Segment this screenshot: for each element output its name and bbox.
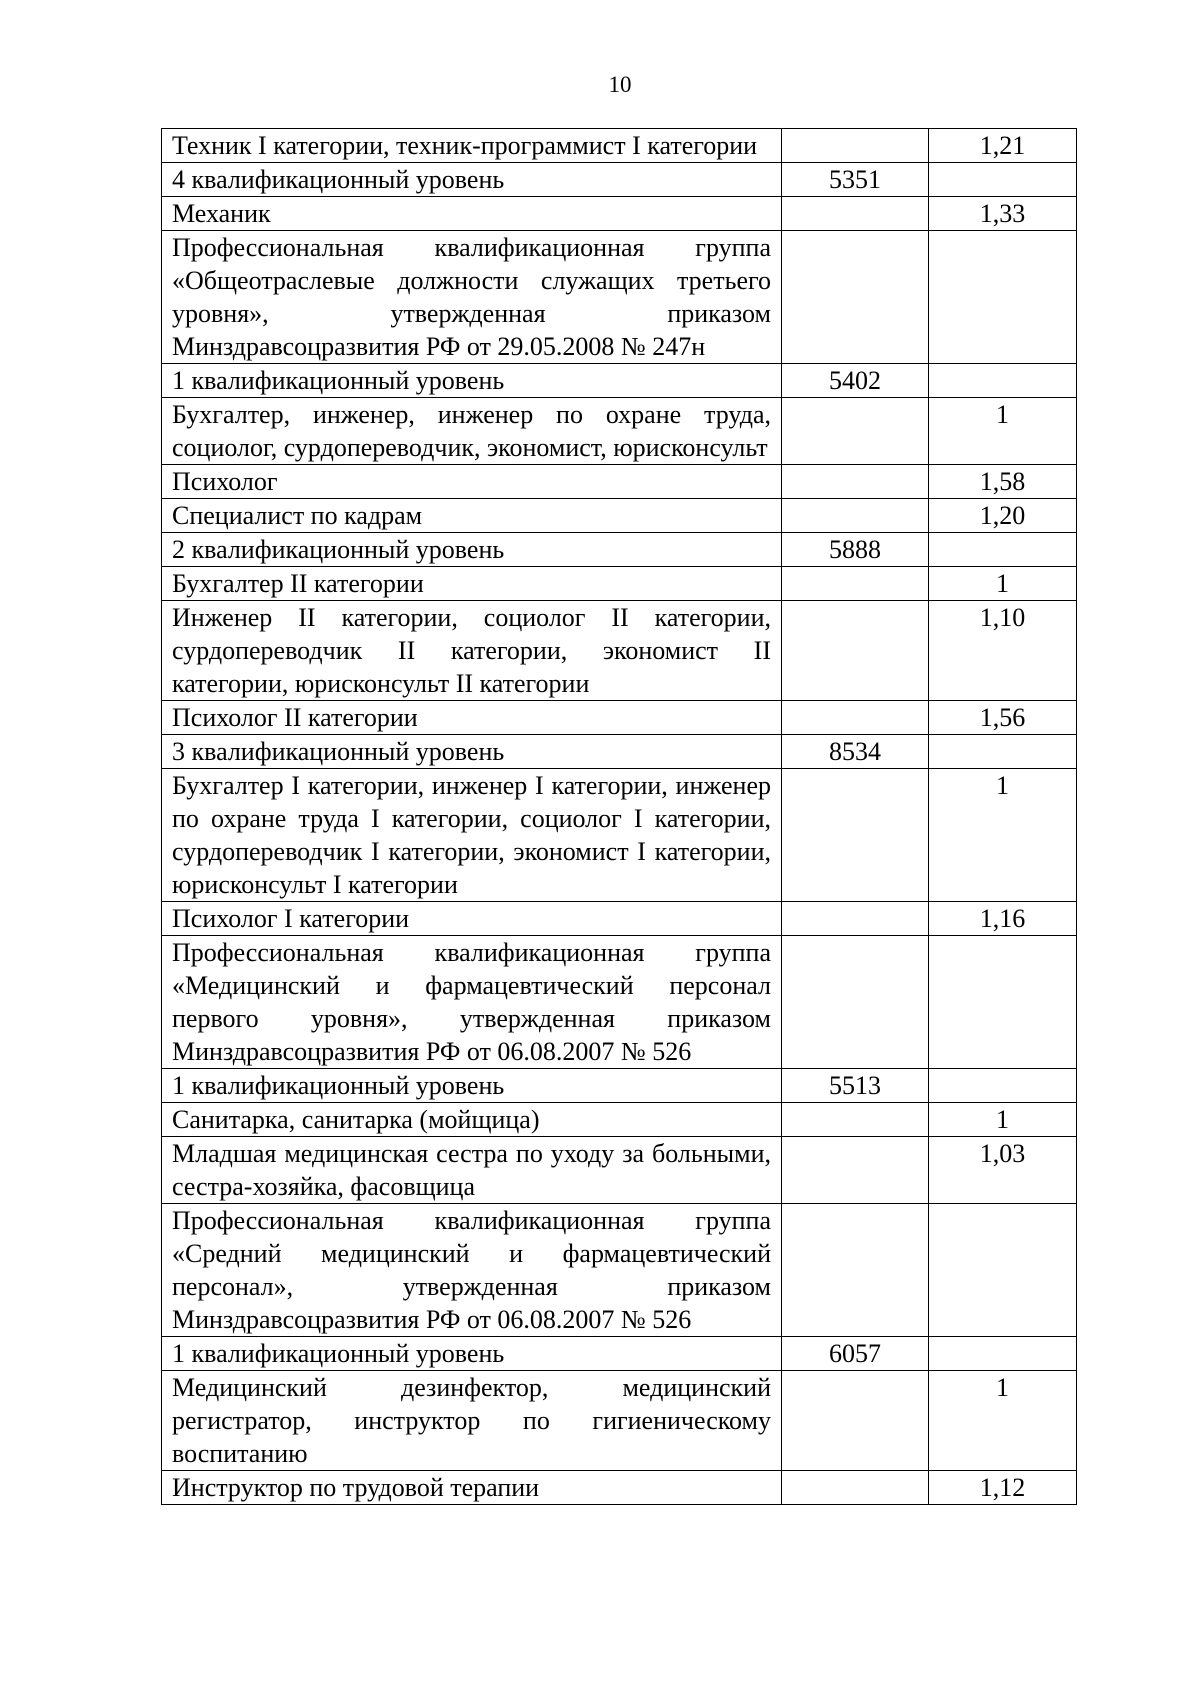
base-salary — [782, 1371, 929, 1471]
base-salary — [782, 465, 929, 499]
position-name: Профессиональная квалификационная группа «Средний медицинский и фармацевтический персонал», утвержденная приказом Минздравсоцразвития РФ от 06.08.2007 № 526 — [162, 1204, 782, 1337]
base-salary: 5513 — [782, 1069, 929, 1103]
position-name: 1 квалификационный уровень — [162, 1069, 782, 1103]
position-name: Профессиональная квалификационная группа «Общеотраслевые должности служащих третьего уровня», утвержденная приказом Минздравсоцразвития РФ от 29.05.2008 № 247н — [162, 231, 782, 364]
coefficient: 1,33 — [929, 197, 1077, 231]
coefficient: 1 — [929, 769, 1077, 902]
coefficient — [929, 1204, 1077, 1337]
base-salary — [782, 936, 929, 1069]
base-salary — [782, 567, 929, 601]
coefficient — [929, 231, 1077, 364]
position-name: Психолог — [162, 465, 782, 499]
coefficient: 1,21 — [929, 129, 1077, 163]
base-salary — [782, 197, 929, 231]
position-name: Механик — [162, 197, 782, 231]
table-row — [162, 465, 1077, 499]
base-salary — [782, 1137, 929, 1204]
base-salary: 5402 — [782, 364, 929, 398]
table-row — [162, 533, 1077, 567]
base-salary: 5351 — [782, 163, 929, 197]
coefficient: 1 — [929, 567, 1077, 601]
base-salary — [782, 499, 929, 533]
table-row — [162, 601, 1077, 701]
table-row — [162, 364, 1077, 398]
coefficient: 1,12 — [929, 1471, 1077, 1505]
table-row — [162, 398, 1077, 465]
table-row — [162, 1103, 1077, 1137]
table-row — [162, 1204, 1077, 1337]
position-name: Психолог I категории — [162, 902, 782, 936]
coefficient: 1,20 — [929, 499, 1077, 533]
coefficient — [929, 533, 1077, 567]
position-name: Бухгалтер, инженер, инженер по охране труда, социолог, сурдопереводчик, экономист, юрисконсульт — [162, 398, 782, 465]
table-row — [162, 735, 1077, 769]
table-row — [162, 902, 1077, 936]
table-row — [162, 129, 1077, 163]
base-salary: 5888 — [782, 533, 929, 567]
table-row — [162, 936, 1077, 1069]
coefficient: 1,03 — [929, 1137, 1077, 1204]
table-row — [162, 197, 1077, 231]
position-name: Младшая медицинская сестра по уходу за больными, сестра-хозяйка, фасовщица — [162, 1137, 782, 1204]
position-name: Санитарка, санитарка (мойщица) — [162, 1103, 782, 1137]
coefficient — [929, 1069, 1077, 1103]
position-name: Инженер II категории, социолог II категории, сурдопереводчик II категории, экономист II категории, юрисконсульт II категории — [162, 601, 782, 701]
coefficient — [929, 936, 1077, 1069]
base-salary — [782, 1103, 929, 1137]
base-salary — [782, 769, 929, 902]
base-salary — [782, 601, 929, 701]
position-name: Медицинский дезинфектор, медицинский регистратор, инструктор по гигиеническому воспитанию — [162, 1371, 782, 1471]
base-salary — [782, 129, 929, 163]
coefficient — [929, 163, 1077, 197]
page-number: 10 — [608, 72, 632, 97]
table-row — [162, 1137, 1077, 1204]
table-row — [162, 567, 1077, 601]
coefficient — [929, 735, 1077, 769]
position-name: Инструктор по трудовой терапии — [162, 1471, 782, 1505]
coefficient: 1 — [929, 398, 1077, 465]
position-name: 3 квалификационный уровень — [162, 735, 782, 769]
position-name: 4 квалификационный уровень — [162, 163, 782, 197]
salary-table — [161, 128, 1077, 1505]
coefficient: 1,10 — [929, 601, 1077, 701]
table-row — [162, 1471, 1077, 1505]
table-row — [162, 1337, 1077, 1371]
position-name: Профессиональная квалификационная группа «Медицинский и фармацевтический персонал первого уровня», утвержденная приказом Минздравсоцразвития РФ от 06.08.2007 № 526 — [162, 936, 782, 1069]
base-salary — [782, 1471, 929, 1505]
table-row — [162, 769, 1077, 902]
base-salary: 8534 — [782, 735, 929, 769]
position-name: Техник I категории, техник-программист I категории — [162, 129, 782, 163]
coefficient — [929, 1337, 1077, 1371]
position-name: Психолог II категории — [162, 701, 782, 735]
table-row — [162, 701, 1077, 735]
table-row — [162, 1371, 1077, 1471]
position-name: 2 квалификационный уровень — [162, 533, 782, 567]
base-salary — [782, 902, 929, 936]
coefficient: 1,56 — [929, 701, 1077, 735]
coefficient: 1 — [929, 1371, 1077, 1471]
base-salary — [782, 701, 929, 735]
position-name: Специалист по кадрам — [162, 499, 782, 533]
position-name: 1 квалификационный уровень — [162, 1337, 782, 1371]
base-salary: 6057 — [782, 1337, 929, 1371]
base-salary — [782, 1204, 929, 1337]
coefficient — [929, 364, 1077, 398]
coefficient: 1,16 — [929, 902, 1077, 936]
table-row — [162, 1069, 1077, 1103]
coefficient: 1 — [929, 1103, 1077, 1137]
coefficient: 1,58 — [929, 465, 1077, 499]
table-row — [162, 163, 1077, 197]
base-salary — [782, 231, 929, 364]
table-row — [162, 499, 1077, 533]
base-salary — [782, 398, 929, 465]
position-name: 1 квалификационный уровень — [162, 364, 782, 398]
position-name: Бухгалтер I категории, инженер I категории, инженер по охране труда I категории, социолог I категории, сурдопереводчик I категории, экономист I категории, юрисконсульт I категории — [162, 769, 782, 902]
position-name: Бухгалтер II категории — [162, 567, 782, 601]
table-row — [162, 231, 1077, 364]
